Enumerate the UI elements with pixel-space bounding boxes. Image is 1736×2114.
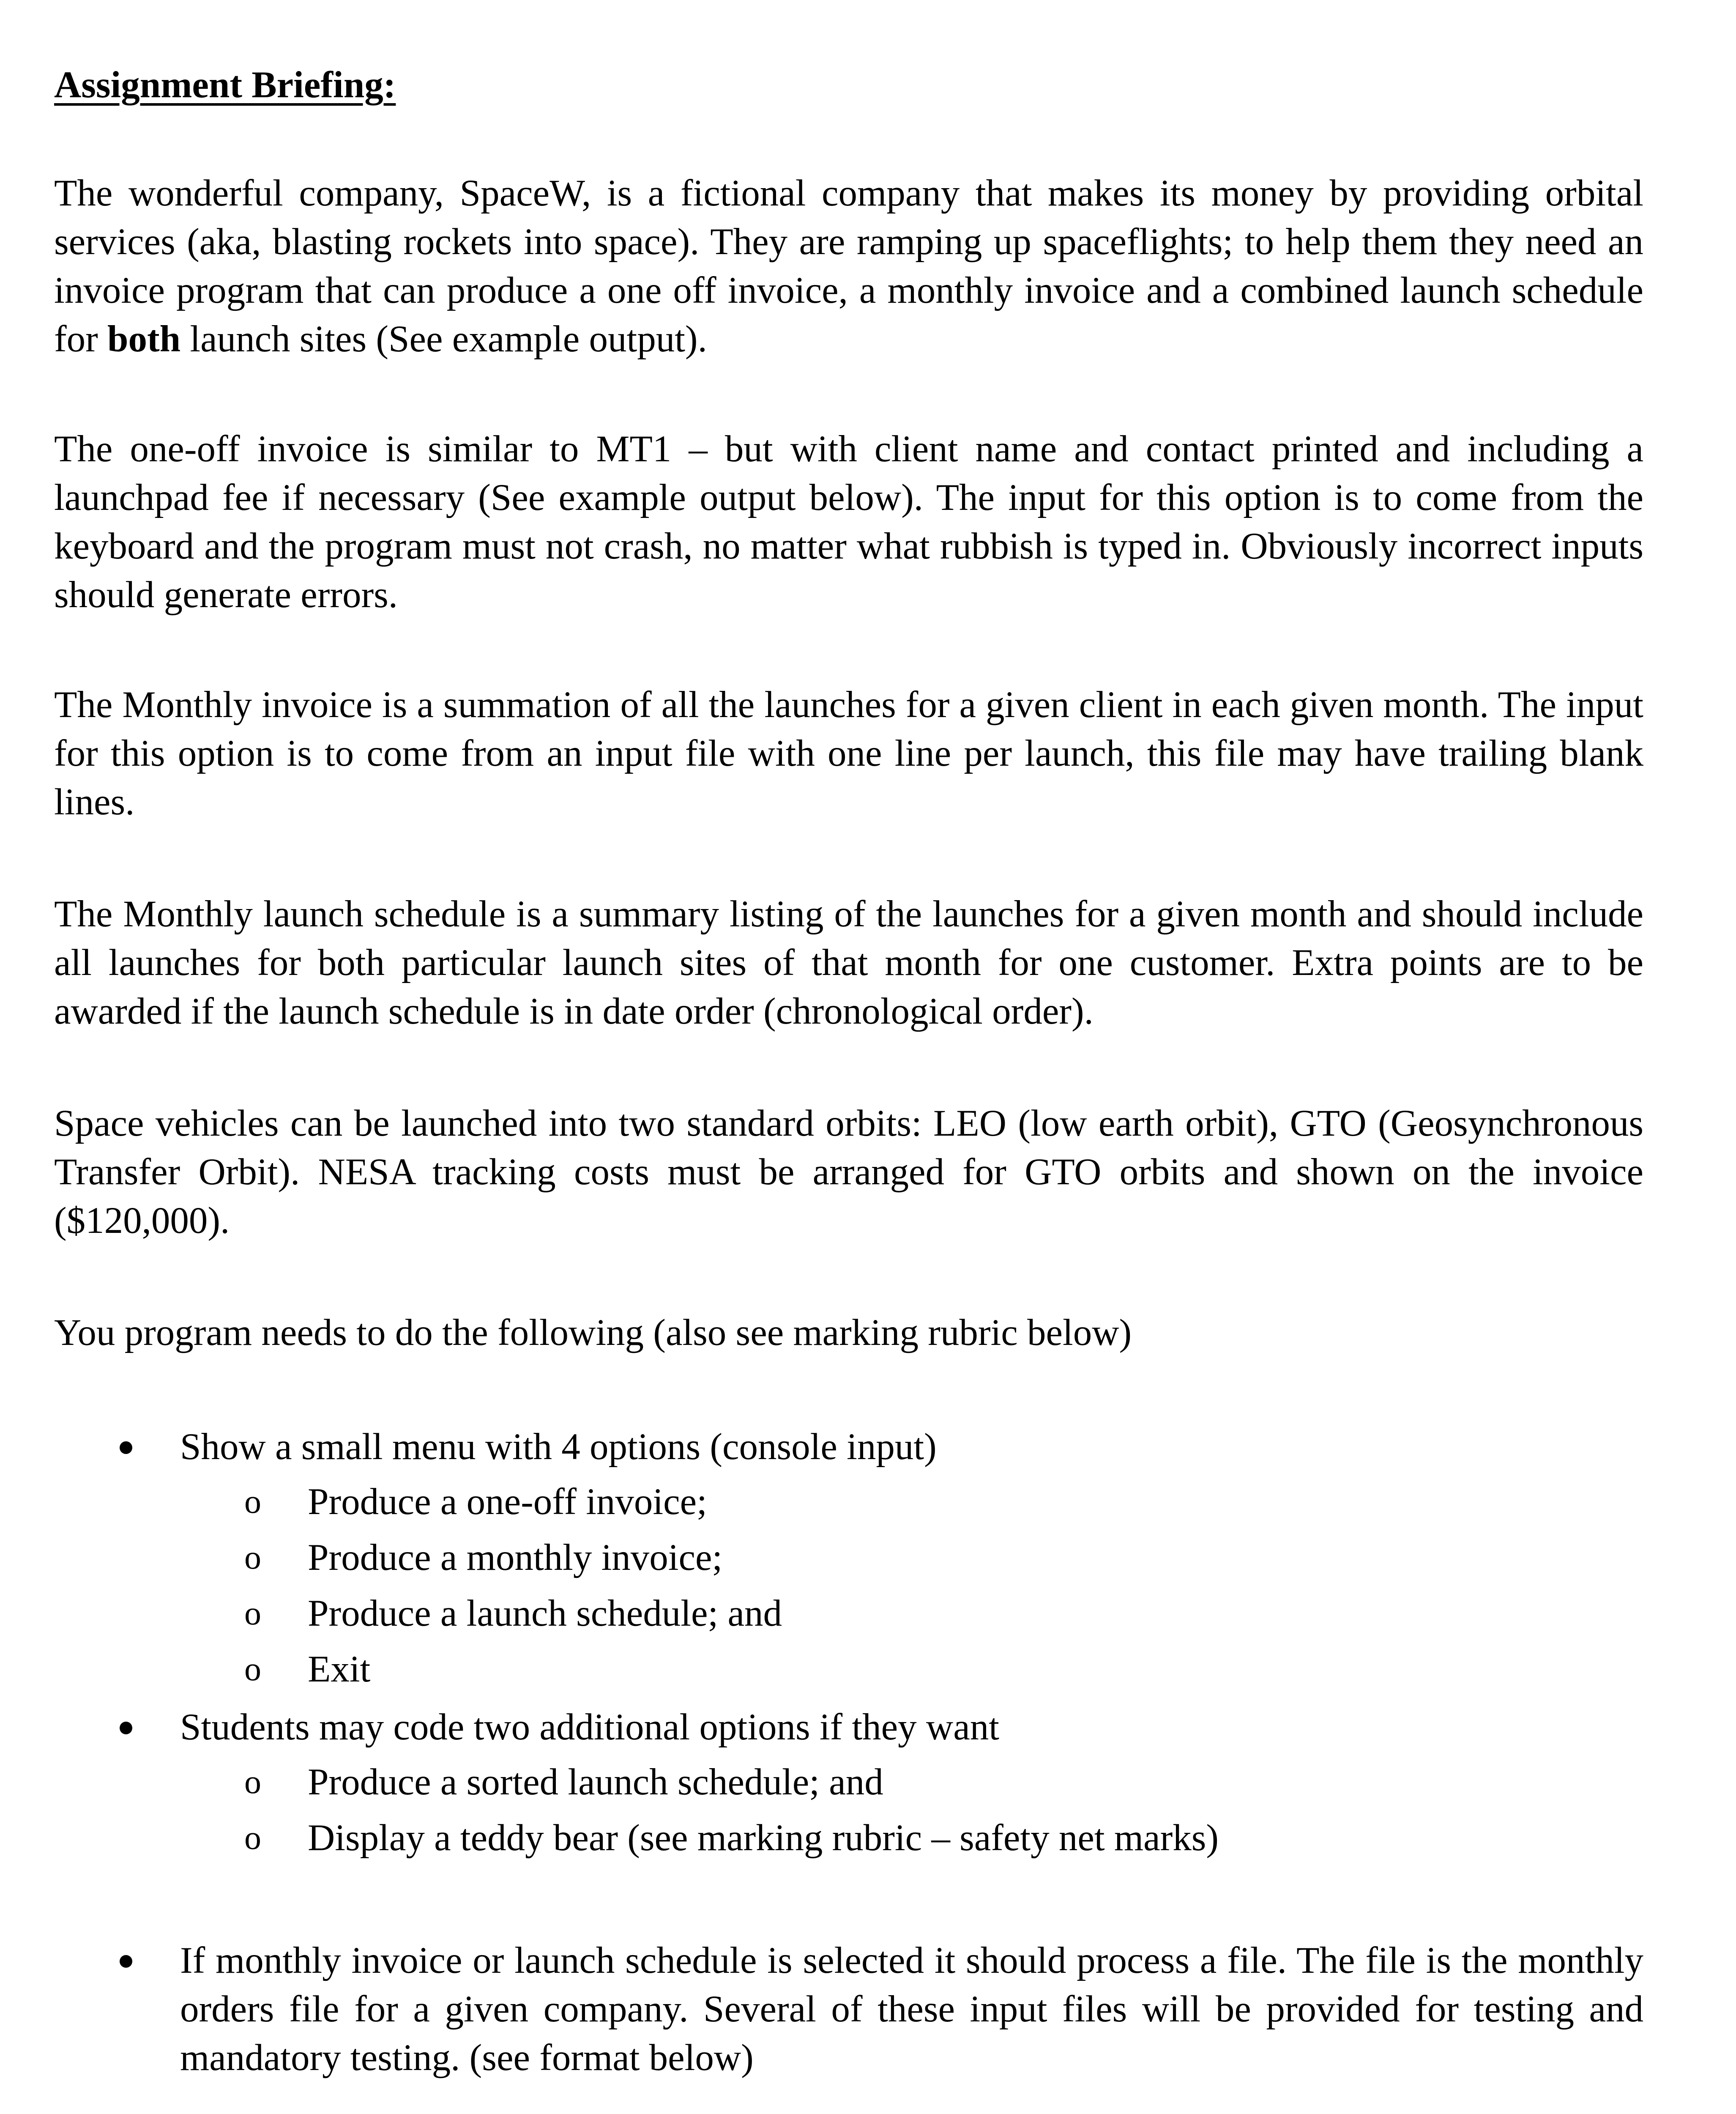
bullet-text: Show a small menu with 4 options (console input) — [180, 1426, 937, 1468]
sub-bullet-icon: o — [244, 1539, 261, 1576]
sub-list-item — [0, 1814, 1736, 1870]
paragraph-text: The wonderful company, SpaceW, is a fictional company that makes its money by providing orbital services (aka, blasting rockets into space). They are ramping up spaceflights; to help them they need an invoice program that can produce a one off invoice, a monthly invoice and a combined launch schedule for — [54, 173, 1643, 360]
paragraph-one-off-invoice: The one-off invoice is similar to MT1 – but with client name and contact printed and including a launchpad fee if necessary (See example output below). The input for this option is to come from the keyboard and the program must not crash, no matter what rubbish is typed in. Obviously incorrect inputs should generate errors. — [54, 428, 1643, 616]
sub-list-item — [0, 1758, 1736, 1814]
sub-bullet-icon: o — [244, 1483, 261, 1520]
bullet-additional-options — [0, 1703, 1736, 1870]
sub-bullet-icon: o — [244, 1763, 261, 1801]
paragraph-monthly-invoice: The Monthly invoice is a summation of all the launches for a given client in each given month. The input for this option is to come from an input file with one line per launch, this file may have trailing blank lines. — [54, 684, 1643, 823]
bullet-menu-options — [0, 1423, 1736, 1701]
paragraph-text: launch sites (See example output). — [180, 318, 707, 360]
list-item — [0, 1703, 1736, 1758]
bullet-text: If monthly invoice or launch schedule is selected it should process a file. The file is the monthly orders file for a given company. Several of these input files will be provided for testing and mandatory testing. (see format below) — [180, 1940, 1643, 2078]
sub-list-item — [0, 1533, 1736, 1589]
bullet-icon — [120, 1955, 132, 1968]
sub-list-item — [0, 1478, 1736, 1533]
sub-item-text: Produce a monthly invoice; — [308, 1537, 723, 1578]
sub-item-text: Produce a sorted launch schedule; and — [308, 1761, 883, 1803]
sub-item-text: Produce a launch schedule; and — [308, 1593, 782, 1634]
bullet-icon — [120, 1441, 132, 1454]
sub-list-item — [0, 1589, 1736, 1645]
paragraph-company-intro — [54, 169, 1643, 364]
bullet-icon — [120, 1722, 132, 1734]
sub-item-text: Exit — [308, 1648, 371, 1690]
paragraph-orbits: Space vehicles can be launched into two standard orbits: LEO (low earth orbit), GTO (Geosynchronous Transfer Orbit). NESA tracking costs must be arranged for GTO orbits and shown on the invoice ($120,000). — [54, 1103, 1643, 1241]
paragraph-launch-schedule: The Monthly launch schedule is a summary listing of the launches for a given month and should include all launches for both particular launch sites of that month for one customer. Extra points are to be awarded if the launch schedule is in date order (chronological order). — [54, 893, 1643, 1032]
bold-emphasis: both — [107, 318, 181, 360]
bullet-text: Students may code two additional options if they want — [180, 1706, 999, 1748]
list-item — [0, 1423, 1736, 1478]
sub-item-text: Display a teddy bear (see marking rubric – safety net marks) — [308, 1817, 1219, 1859]
sub-bullet-icon: o — [244, 1651, 261, 1688]
paragraph-requirements-intro: You program needs to do the following (also see marking rubric below) — [54, 1312, 1132, 1353]
sub-bullet-icon: o — [244, 1819, 261, 1857]
sub-item-text: Produce a one-off invoice; — [308, 1481, 707, 1523]
page-title: Assignment Briefing: — [54, 64, 396, 106]
sub-list-item — [0, 1645, 1736, 1701]
sub-bullet-icon: o — [244, 1595, 261, 1632]
